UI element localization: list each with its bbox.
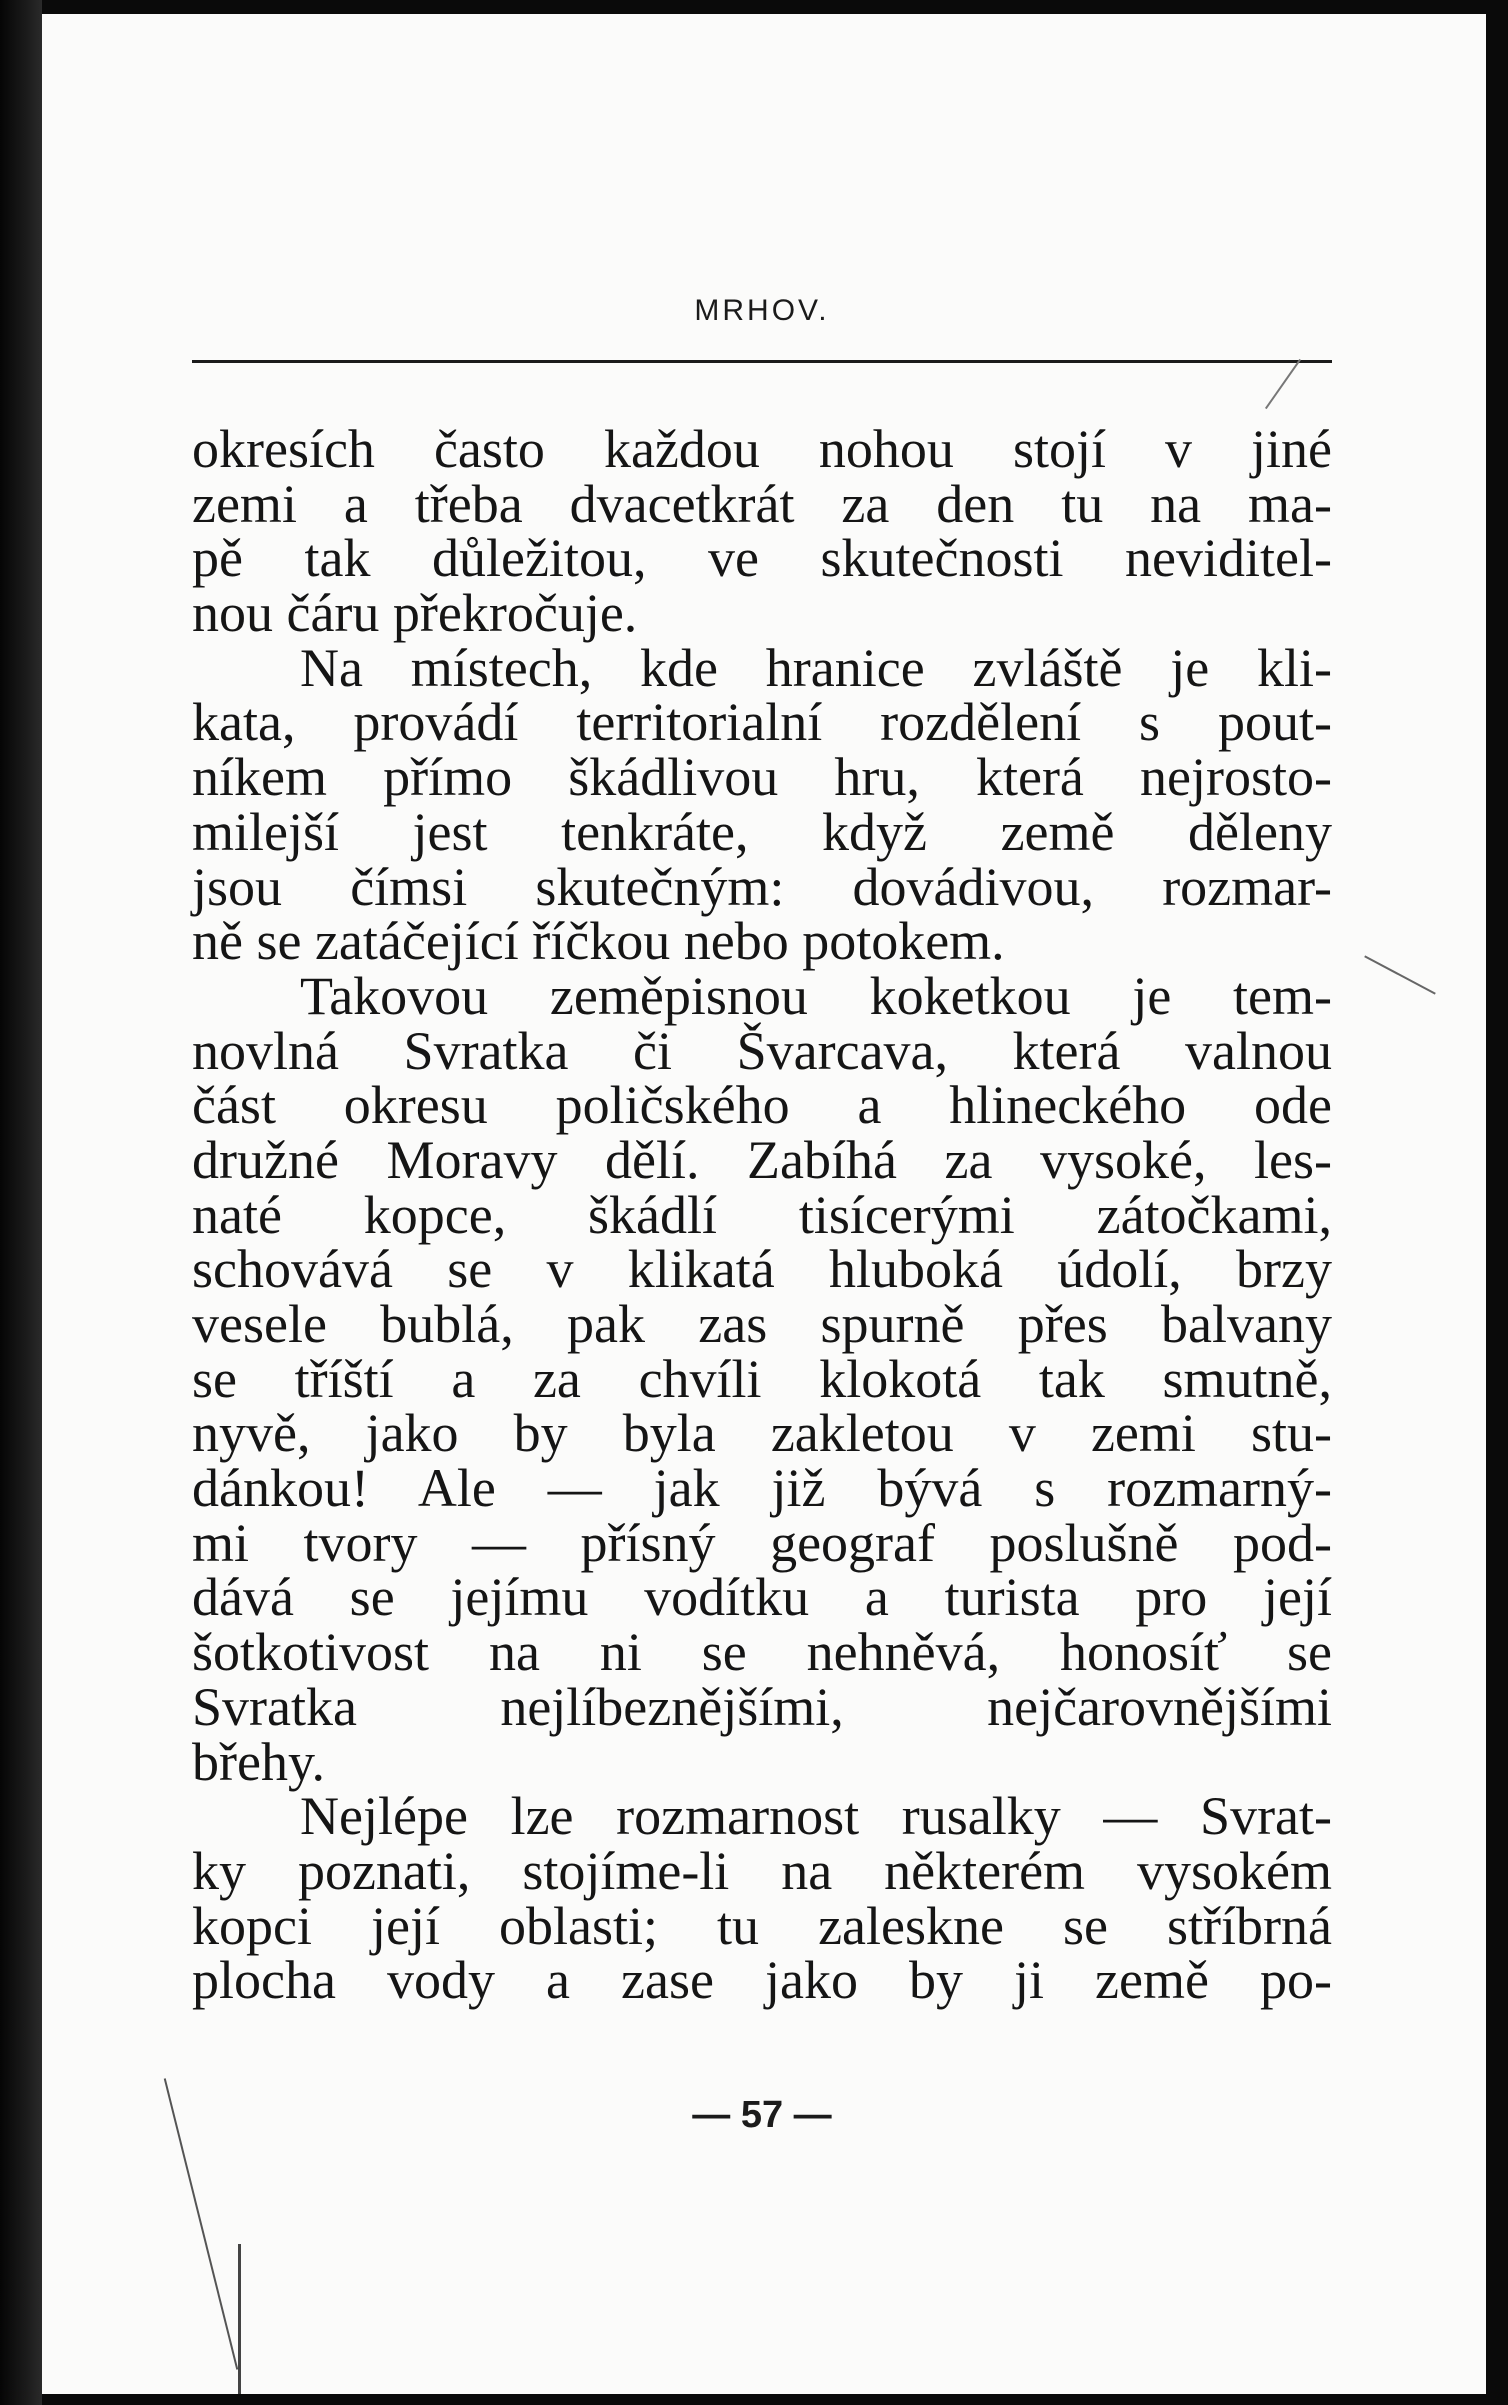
text-line: Svratka nejlíbeznějšími, nejčarovnějšími: [192, 1676, 1332, 1737]
running-header: MRHOV.: [694, 294, 830, 327]
text-line: nou čáru překročuje.: [192, 583, 638, 644]
text-line: se tříští a za chvíli klokotá tak smutně,: [192, 1348, 1332, 1409]
text-line: novlná Svratka či Švarcava, která valnou: [192, 1020, 1332, 1081]
text-line: Nejlépe lze rozmarnost rusalky — Svrat-: [300, 1786, 1332, 1847]
text-line: šotkotivost na ni se nehněvá, honosíť se: [192, 1622, 1332, 1683]
text-line: kopci její oblasti; tu zaleskne se stříbrná: [192, 1895, 1332, 1956]
text-line: okresích často každou nohou stojí v jiné: [192, 419, 1332, 479]
page-number: — 57 —: [692, 2094, 832, 2136]
text-line: dánkou! Ale — jak již bývá s rozmarný-: [192, 1458, 1332, 1519]
text-line: družné Moravy dělí. Zabíhá za vysoké, les-: [192, 1129, 1332, 1190]
book-page: [42, 14, 1486, 2394]
text-line: naté kopce, škádlí tisícerými zátočkami,: [192, 1184, 1332, 1245]
scan-artifact: [1265, 359, 1301, 409]
text-line: dává se jejímu vodítku a turista pro její: [192, 1567, 1332, 1628]
header-rule: [192, 360, 1332, 363]
text-line: kata, provádí territorialní rozdělení s pout-: [192, 692, 1332, 753]
text-line: Takovou zeměpisnou koketkou je tem-: [300, 965, 1332, 1026]
text-line: plocha vody a zase jako by ji země po-: [192, 1950, 1332, 2011]
text-line: ně se zatáčející říčkou nebo potokem.: [192, 911, 1005, 972]
text-line: jsou čímsi skutečným: dovádivou, rozmar-: [192, 856, 1332, 917]
scan-left-edge: [0, 0, 42, 2405]
text-line: níkem přímo škádlivou hru, která nejrosto-: [192, 747, 1332, 808]
text-line: vesele bublá, pak zas spurně přes balvany: [192, 1294, 1332, 1354]
text-line: pě tak důležitou, ve skutečnosti neviditel-: [192, 528, 1332, 589]
body-text: [192, 419, 1332, 2011]
text-line: zemi a třeba dvacetkrát za den tu na ma-: [192, 473, 1332, 534]
text-line: schovává se v klikatá hluboká údolí, brzy: [192, 1239, 1332, 1300]
text-line: Na místech, kde hranice zvláště je kli-: [300, 637, 1332, 698]
scan-artifact: [1364, 955, 1436, 994]
text-line: část okresu poličského a hlineckého ode: [192, 1075, 1332, 1136]
text-line: břehy.: [192, 1731, 325, 1792]
text-line: milejší jest tenkráte, když země děleny: [192, 801, 1332, 862]
text-line: ky poznati, stojíme-li na některém vysokém: [192, 1840, 1332, 1901]
scan-artifact: [238, 2244, 241, 2394]
text-line: nyvě, jako by byla zakletou v zemi stu-: [192, 1403, 1332, 1464]
text-line: mi tvory — přísný geograf poslušně pod-: [192, 1512, 1332, 1573]
